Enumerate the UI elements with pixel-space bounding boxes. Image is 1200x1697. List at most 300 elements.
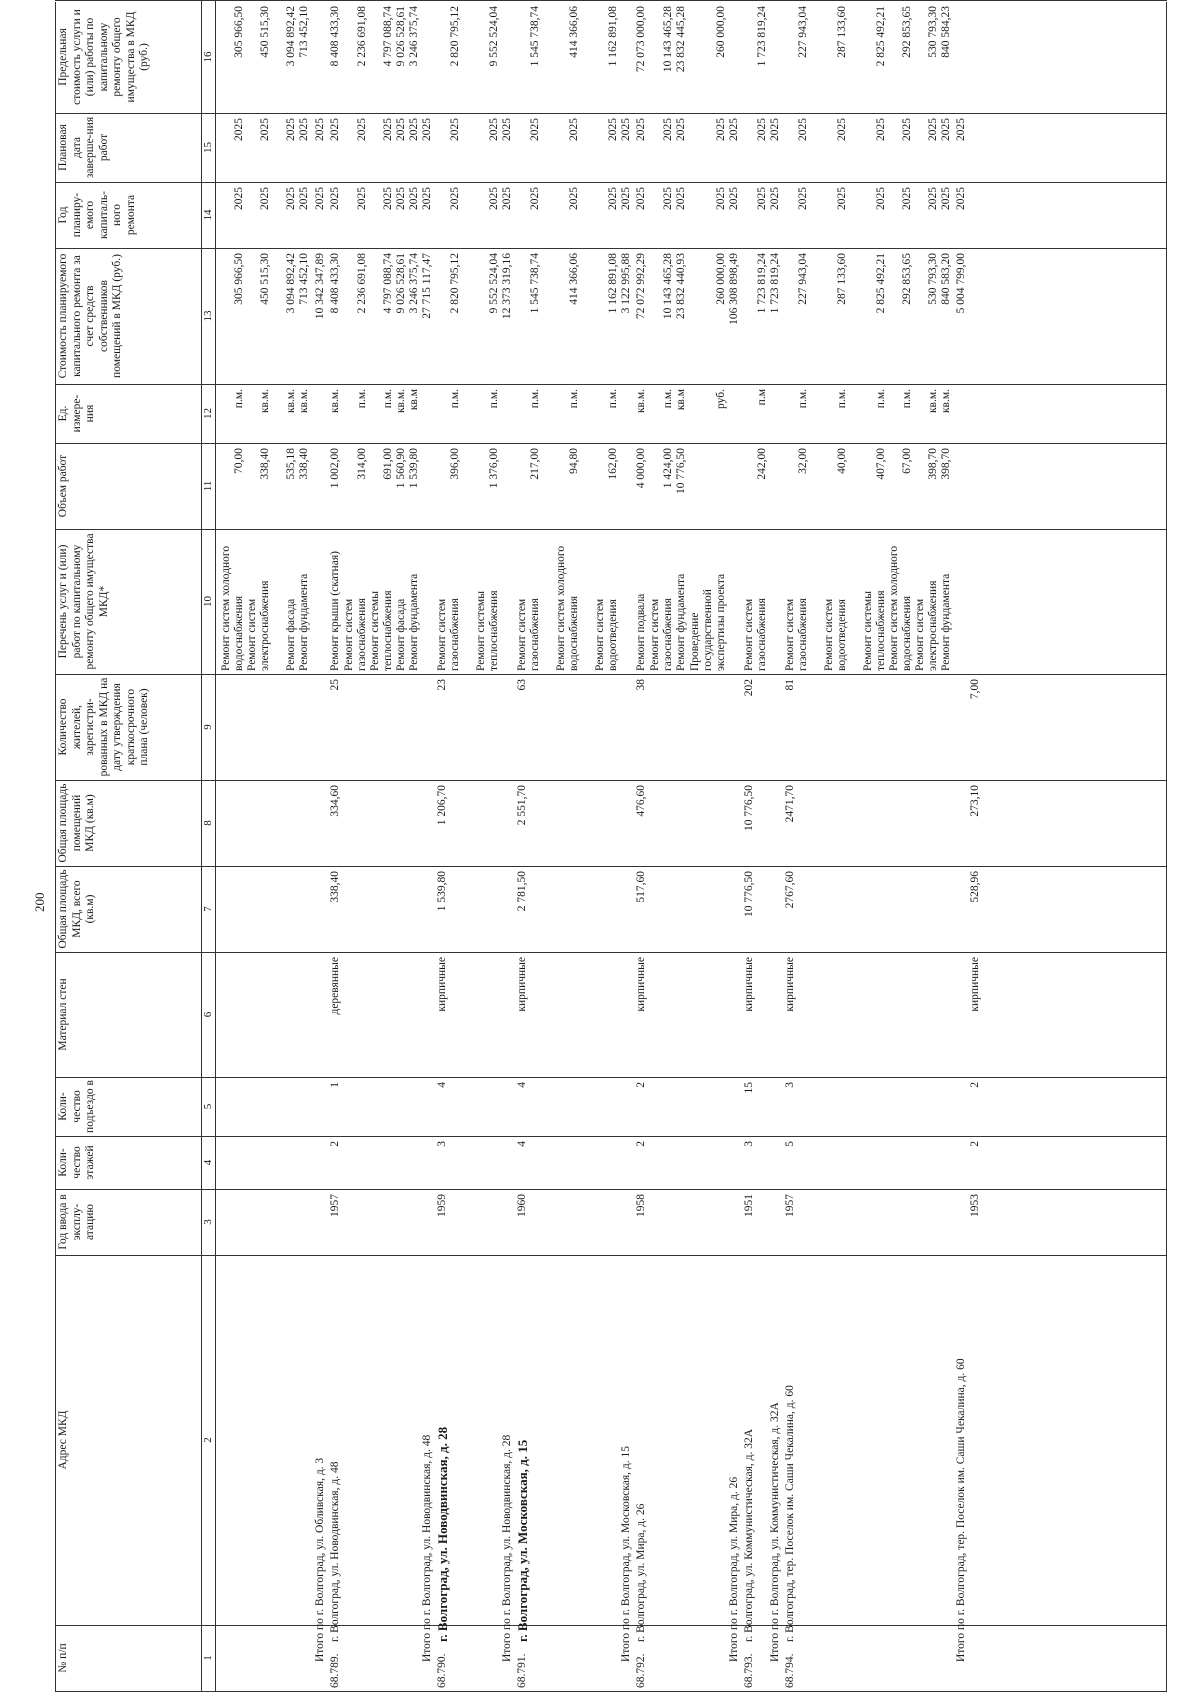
work-type: Ремонт фундамента: [940, 573, 952, 671]
column-2: [55, 1255, 1167, 1626]
year-built: 1959: [436, 1194, 448, 1217]
total-repair-year: 2025: [620, 187, 632, 210]
completion-date: 2025: [927, 118, 939, 141]
max-cost: 292 853,65: [901, 6, 913, 58]
completion-date: 2025: [356, 118, 368, 141]
row-number: 68.792.: [635, 1653, 647, 1688]
page-number: 200: [32, 892, 47, 912]
work-type-line2: теплоснабжения: [488, 590, 500, 671]
column-header: [55, 674, 202, 780]
max-cost: 530 793,30: [927, 6, 939, 58]
work-volume: 314,00: [356, 448, 368, 480]
work-cost: 1 162 891,08: [607, 253, 619, 314]
column-number: 12: [201, 384, 216, 443]
column-5: [55, 1077, 1167, 1137]
repair-year: 2025: [940, 187, 952, 210]
work-cost: 2 236 691,08: [356, 253, 368, 314]
total-completion-date: 2025: [501, 118, 513, 141]
total-area: 10 776,50: [743, 871, 755, 917]
work-type-line2: водоотведения: [836, 599, 848, 671]
entrances-count: 2: [635, 1082, 647, 1088]
repair-year: 2025: [285, 187, 297, 210]
column-number: 9: [201, 674, 216, 780]
entrances-count: 4: [516, 1082, 528, 1088]
repair-year: 2025: [329, 187, 341, 210]
column-header: [55, 248, 202, 384]
work-cost: 1 723 819,24: [756, 253, 768, 314]
completion-date: 2025: [329, 118, 341, 141]
work-volume: 94,80: [568, 448, 580, 474]
repair-year: 2025: [797, 187, 809, 210]
repair-year: 2025: [836, 187, 848, 210]
column-number: 1: [201, 1625, 216, 1691]
repair-year: 2025: [529, 187, 541, 210]
work-type: Ремонт систем: [914, 598, 926, 671]
capital-repair-table: [55, 2, 1167, 1692]
work-volume: 242,00: [756, 448, 768, 480]
year-built: 1957: [329, 1194, 341, 1217]
column-header: [55, 1625, 202, 1691]
total-label: Итого по г. Волгоград, тер. Поселок им. Саши Чекалина, д. 60: [955, 1358, 967, 1662]
rooms-area: 273,10: [969, 785, 981, 817]
column-number: 4: [201, 1136, 216, 1189]
repair-year: 2025: [675, 187, 687, 210]
column-header: [55, 182, 202, 248]
total-completion-date: 2025: [769, 118, 781, 141]
total-repair-year: 2025: [501, 187, 513, 210]
work-volume: 67,00: [901, 448, 913, 474]
work-type: Ремонт систем: [343, 598, 355, 671]
work-unit: п.м.: [233, 389, 245, 409]
work-cost: 1 545 738,74: [529, 253, 541, 314]
work-volume: 407,00: [875, 448, 887, 480]
total-label: Итого по г. Волгоград, ул. Коммунистическая, д. 32А: [769, 1402, 781, 1662]
total-completion-date: 2025: [728, 118, 740, 141]
floors-count: 2: [329, 1141, 341, 1147]
column-number: 16: [201, 1, 216, 113]
work-cost: 10 143 465,28: [662, 253, 674, 320]
residents-count: 7,00: [969, 679, 981, 700]
total-label: Итого по г. Волгоград, ул. Мира, д. 26: [728, 1476, 740, 1662]
repair-year: 2025: [356, 187, 368, 210]
work-unit: кв.м.: [635, 389, 647, 414]
rooms-area: 334,60: [329, 785, 341, 817]
work-volume: 217,00: [529, 448, 541, 480]
repair-year: 2025: [635, 187, 647, 210]
work-type: Ремонт системы: [475, 591, 487, 671]
work-volume: 1 002,00: [329, 448, 341, 489]
floors-count: 5: [784, 1141, 796, 1147]
repair-year: 2025: [901, 187, 913, 210]
completion-date: 2025: [395, 118, 407, 141]
floors-count: 3: [436, 1141, 448, 1147]
work-unit: кв.м.: [259, 389, 271, 414]
floors-count: 3: [743, 1141, 755, 1147]
wall-material: кирпичные: [969, 957, 981, 1012]
work-unit: п.м.: [382, 389, 394, 409]
work-type-line2: водоснабжения: [901, 595, 913, 671]
column-number: 11: [201, 443, 216, 529]
house-address: г. Волгоград, ул. Новодвинская, д. 48: [329, 1461, 341, 1642]
work-type-line2: газоснабжения: [449, 598, 461, 671]
work-type-line2: газоснабжения: [662, 598, 674, 671]
column-header-text: Перечень услуг и (или) работ по капитальному ремонту общего имущества МКД*: [57, 533, 110, 670]
work-volume: 398,70: [940, 448, 952, 480]
repair-year: 2025: [488, 187, 500, 210]
work-type-line3: экспертизы проекта: [715, 573, 727, 671]
year-built: 1960: [516, 1194, 528, 1217]
column-header: [55, 1136, 202, 1189]
work-volume: 1 376,00: [488, 448, 500, 489]
work-volume: 1 539,80: [408, 448, 420, 489]
completion-date: 2025: [635, 118, 647, 141]
wall-material: кирпичные: [436, 957, 448, 1012]
work-volume: 10 776,50: [675, 448, 687, 494]
work-volume: 691,00: [382, 448, 394, 480]
column-header-text: Материал стен: [57, 978, 69, 1051]
residents-count: 202: [743, 679, 755, 697]
work-volume: 535,18: [285, 448, 297, 480]
entrances-count: 15: [743, 1082, 755, 1094]
completion-date: 2025: [797, 118, 809, 141]
work-cost: 4 797 088,74: [382, 253, 394, 314]
column-header: [55, 1189, 202, 1255]
work-type: Ремонт фундамента: [408, 573, 420, 671]
work-type: Ремонт систем: [649, 598, 661, 671]
total-cost: 10 342 347,89: [314, 253, 326, 320]
completion-date: 2025: [298, 118, 310, 141]
work-type: Ремонт фундамента: [298, 573, 310, 671]
max-cost: 713 452,10: [298, 6, 310, 58]
column-header: [55, 384, 202, 443]
work-type: Ремонт фундамента: [675, 573, 687, 671]
work-unit: п.м.: [568, 389, 580, 409]
work-unit: кв.м.: [329, 389, 341, 414]
work-cost: 227 943,04: [797, 253, 809, 305]
repair-year: 2025: [662, 187, 674, 210]
work-unit: п.м.: [449, 389, 461, 409]
work-type-line2: газоснабжения: [529, 598, 541, 671]
total-repair-year: 2025: [769, 187, 781, 210]
max-cost: 2 236 691,08: [356, 6, 368, 67]
work-type: Ремонт системы: [369, 591, 381, 671]
repair-year: 2025: [449, 187, 461, 210]
total-cost: 3 122 995,88: [620, 253, 632, 314]
work-volume: 162,00: [607, 448, 619, 480]
max-cost: 2 820 795,12: [449, 6, 461, 67]
entrances-count: 2: [969, 1082, 981, 1088]
column-header-text: № п/п: [57, 1643, 69, 1673]
year-built: 1951: [743, 1194, 755, 1217]
total-completion-date: 2025: [620, 118, 632, 141]
max-cost: 840 584,23: [940, 6, 952, 58]
work-cost: 292 853,65: [901, 253, 913, 305]
total-area: 2767,60: [784, 871, 796, 909]
repair-year: 2025: [756, 187, 768, 210]
work-unit: кв.м: [675, 389, 687, 411]
column-header: [55, 443, 202, 529]
work-cost: 450 515,30: [259, 253, 271, 305]
rooms-area: 2 551,70: [516, 785, 528, 826]
work-unit: руб.: [715, 389, 727, 409]
column-number: 2: [201, 1255, 216, 1625]
column-header-text: Год планиру-емого капиталь-ного ремонта: [57, 191, 137, 239]
wall-material: деревянные: [329, 957, 341, 1015]
work-type: Ремонт фасада: [395, 598, 407, 671]
column-3: [55, 1189, 1167, 1256]
work-unit: п.м.: [488, 389, 500, 409]
work-unit: п.м.: [529, 389, 541, 409]
work-volume: 32,00: [797, 448, 809, 474]
residents-count: 38: [635, 679, 647, 691]
work-type: Ремонт систем холодного: [888, 545, 900, 671]
work-unit: кв.м.: [940, 389, 952, 414]
work-cost: 23 832 440,93: [675, 253, 687, 320]
completion-date: 2025: [233, 118, 245, 141]
max-cost: 260 000,00: [715, 6, 727, 58]
completion-date: 2025: [529, 118, 541, 141]
repair-year: 2025: [408, 187, 420, 210]
total-cost: 27 715 117,47: [421, 253, 433, 319]
total-cost: 106 308 898,49: [728, 253, 740, 325]
column-1: [55, 1625, 1167, 1692]
work-cost: 287 133,60: [836, 253, 848, 305]
work-type-line2: электроснабжения: [927, 580, 939, 671]
column-number: 14: [201, 182, 216, 248]
column-4: [55, 1136, 1167, 1190]
completion-date: 2025: [259, 118, 271, 141]
column-header-text: Общая площадь помещений МКД (кв.м): [57, 783, 96, 863]
repair-year: 2025: [875, 187, 887, 210]
year-built: 1957: [784, 1194, 796, 1217]
total-repair-year: 2025: [421, 187, 433, 210]
house-address: г. Волгоград, тер. Поселок им. Саши Чекалина, д. 60: [784, 1385, 796, 1642]
work-cost: 840 583,20: [940, 253, 952, 305]
work-unit: п.м.: [797, 389, 809, 409]
floors-count: 2: [969, 1141, 981, 1147]
completion-date: 2025: [662, 118, 674, 141]
work-type-line2: газоснабжения: [356, 598, 368, 671]
work-type: Ремонт систем: [436, 598, 448, 671]
total-completion-date: 2025: [421, 118, 433, 141]
column-header-text: Адрес МКД: [57, 1410, 69, 1470]
column-header-text: Коли-чество этажей: [57, 1145, 96, 1180]
house-address: г. Волгоград, ул. Коммунистическая, д. 32А: [743, 1428, 755, 1642]
work-type-line2: теплоснабжения: [875, 590, 887, 671]
work-unit: п.м.: [356, 389, 368, 409]
column-number: 6: [201, 952, 216, 1077]
max-cost: 9 552 524,04: [488, 6, 500, 67]
work-volume: 338,40: [298, 448, 310, 480]
column-header-text: Количество жителей, зарегистри-рованных в МКД на дату утверждения краткосрочного плана (человек): [57, 677, 150, 777]
column-8: [55, 780, 1167, 867]
house-address: г. Волгоград, ул. Новодвинская, д. 28: [435, 1426, 450, 1642]
work-cost: 414 366,06: [568, 253, 580, 305]
row-number: 68.794.: [784, 1653, 796, 1688]
repair-year: 2025: [298, 187, 310, 210]
completion-date: 2025: [756, 118, 768, 141]
total-label: Итого по г. Волгоград, ул. Обливская, д. 3: [314, 1457, 326, 1662]
work-cost: 2 820 795,12: [449, 253, 461, 314]
max-cost: 3 094 892,42: [285, 6, 297, 67]
work-volume: 398,70: [927, 448, 939, 480]
max-cost: 305 966,50: [233, 6, 245, 58]
max-cost: 8 408 433,30: [329, 6, 341, 67]
entrances-count: 3: [784, 1082, 796, 1088]
work-volume: 70,00: [233, 448, 245, 474]
repair-year: 2025: [233, 187, 245, 210]
work-cost: 2 825 492,21: [875, 253, 887, 314]
work-type-line2: теплоснабжения: [382, 590, 394, 671]
work-cost: 72 072 992,29: [635, 253, 647, 320]
max-cost: 72 073 000,00: [635, 6, 647, 73]
wall-material: кирпичные: [743, 957, 755, 1012]
work-volume: 396,00: [449, 448, 461, 480]
residents-count: 25: [329, 679, 341, 691]
entrances-count: 1: [329, 1082, 341, 1088]
column-header-text: Ед. измере-ния: [57, 394, 96, 433]
repair-year: 2025: [927, 187, 939, 210]
max-cost: 227 943,04: [797, 6, 809, 58]
floors-count: 2: [635, 1141, 647, 1147]
repair-year: 2025: [715, 187, 727, 210]
residents-count: 81: [784, 679, 796, 691]
row-number: 68.790.: [436, 1653, 448, 1688]
total-label: Итого по г. Волгоград, ул. Новодвинская, д. 48: [421, 1434, 433, 1662]
rooms-area: 10 776,50: [743, 785, 755, 831]
repair-year: 2025: [607, 187, 619, 210]
year-built: 1953: [969, 1194, 981, 1217]
work-type-line2: электроснабжения: [259, 580, 271, 671]
work-type: Ремонт систем: [516, 598, 528, 671]
rooms-area: 1 206,70: [436, 785, 448, 826]
column-header: [55, 952, 202, 1077]
total-area: 517,60: [635, 871, 647, 903]
work-type: Ремонт подвала: [635, 593, 647, 671]
column-header: [55, 780, 202, 866]
work-cost: 713 452,10: [298, 253, 310, 305]
work-cost: 9 026 528,61: [395, 253, 407, 314]
work-unit: кв.м.: [298, 389, 310, 414]
column-header: [55, 113, 202, 182]
total-repair-year: 2025: [955, 187, 967, 210]
work-cost: 530 793,30: [927, 253, 939, 305]
completion-date: 2025: [875, 118, 887, 141]
completion-date: 2025: [675, 118, 687, 141]
work-unit: п.м: [756, 389, 768, 406]
completion-date: 2025: [382, 118, 394, 141]
total-completion-date: 2025: [955, 118, 967, 141]
work-type: Ремонт систем: [743, 598, 755, 671]
max-cost: 4 797 088,74: [382, 6, 394, 67]
residents-count: 63: [516, 679, 528, 691]
column-number: 10: [201, 529, 216, 674]
total-cost: 1 723 819,24: [769, 253, 781, 314]
max-cost: 3 246 375,74: [408, 6, 420, 67]
column-header-text: Предельная стоимость услуги и (или) работы по капитальному ремонту общего имущества в МКД (руб.): [57, 9, 150, 105]
work-type-line2: газоснабжения: [756, 598, 768, 671]
total-cost: 5 004 799,00: [955, 253, 967, 314]
work-unit: п.м.: [662, 389, 674, 409]
work-type: Ремонт крыши (скатная): [329, 551, 341, 671]
max-cost: 9 026 528,61: [395, 6, 407, 67]
work-unit: п.м.: [607, 389, 619, 409]
total-repair-year: 2025: [728, 187, 740, 210]
work-type: Ремонт систем холодного: [220, 545, 232, 671]
house-address: г. Волгоград, ул. Мира, д. 26: [635, 1503, 647, 1642]
column-number: 13: [201, 248, 216, 384]
total-area: 2 781,50: [516, 871, 528, 912]
rooms-area: 2471,70: [784, 785, 796, 823]
house-address: г. Волгоград, ул. Московская, д. 15: [515, 1439, 530, 1642]
work-type: Ремонт систем: [784, 598, 796, 671]
completion-date: 2025: [607, 118, 619, 141]
total-label: Итого по г. Волгоград, ул. Московская, д. 15: [620, 1446, 632, 1662]
work-type: Ремонт фасада: [285, 598, 297, 671]
total-area: 1 539,80: [436, 871, 448, 912]
work-cost: 9 552 524,04: [488, 253, 500, 314]
work-type-line2: государственной: [702, 589, 714, 671]
work-type: Ремонт систем: [823, 598, 835, 671]
completion-date: 2025: [715, 118, 727, 141]
rotated-table-sheet: [30, 2, 1170, 1692]
wall-material: кирпичные: [516, 957, 528, 1012]
completion-date: 2025: [285, 118, 297, 141]
completion-date: 2025: [449, 118, 461, 141]
work-unit: п.м.: [875, 389, 887, 409]
max-cost: 1 162 891,08: [607, 6, 619, 67]
work-type: Проведение: [689, 612, 701, 671]
total-completion-date: 2025: [314, 118, 326, 141]
work-unit: кв.м: [408, 389, 420, 411]
work-unit: п.м.: [836, 389, 848, 409]
completion-date: 2025: [836, 118, 848, 141]
column-7: [55, 866, 1167, 953]
completion-date: 2025: [408, 118, 420, 141]
column-number: 7: [201, 866, 216, 952]
column-header-text: Коли-чество подъездо в: [57, 1080, 96, 1133]
column-header-text: Общая площадь МКД, всего (кв.м): [57, 869, 96, 949]
column-number: 5: [201, 1077, 216, 1136]
work-type-line2: водоснабжения: [233, 595, 245, 671]
max-cost: 2 825 492,21: [875, 6, 887, 67]
entrances-count: 4: [436, 1082, 448, 1088]
work-unit: п.м.: [901, 389, 913, 409]
column-header-text: Стоимость планируемого капитального ремонта за счет средств собственников помещений в МКД (руб.): [57, 253, 123, 379]
column-header-text: Год ввода в эксплу-атацию: [57, 1194, 96, 1250]
work-cost: 3 246 375,74: [408, 253, 420, 314]
work-cost: 305 966,50: [233, 253, 245, 305]
max-cost: 414 366,06: [568, 6, 580, 58]
work-type: Ремонт систем холодного: [555, 545, 567, 671]
total-repair-year: 2025: [314, 187, 326, 210]
work-volume: 338,40: [259, 448, 271, 480]
work-volume: 4 000,00: [635, 448, 647, 489]
total-label: Итого по г. Волгоград, ул. Новодвинская, д. 28: [501, 1434, 513, 1662]
max-cost: 450 515,30: [259, 6, 271, 58]
max-cost: 10 143 465,28: [662, 6, 674, 73]
total-cost: 12 373 319,16: [501, 253, 513, 320]
column-header: [55, 1255, 202, 1625]
rooms-area: 476,60: [635, 785, 647, 817]
max-cost: 287 133,60: [836, 6, 848, 58]
total-area: 528,96: [969, 871, 981, 903]
work-type: Ремонт систем: [246, 598, 258, 671]
work-unit: кв.м.: [395, 389, 407, 414]
column-number: 8: [201, 780, 216, 866]
column-header: [55, 866, 202, 952]
max-cost: 23 832 445,28: [675, 6, 687, 73]
